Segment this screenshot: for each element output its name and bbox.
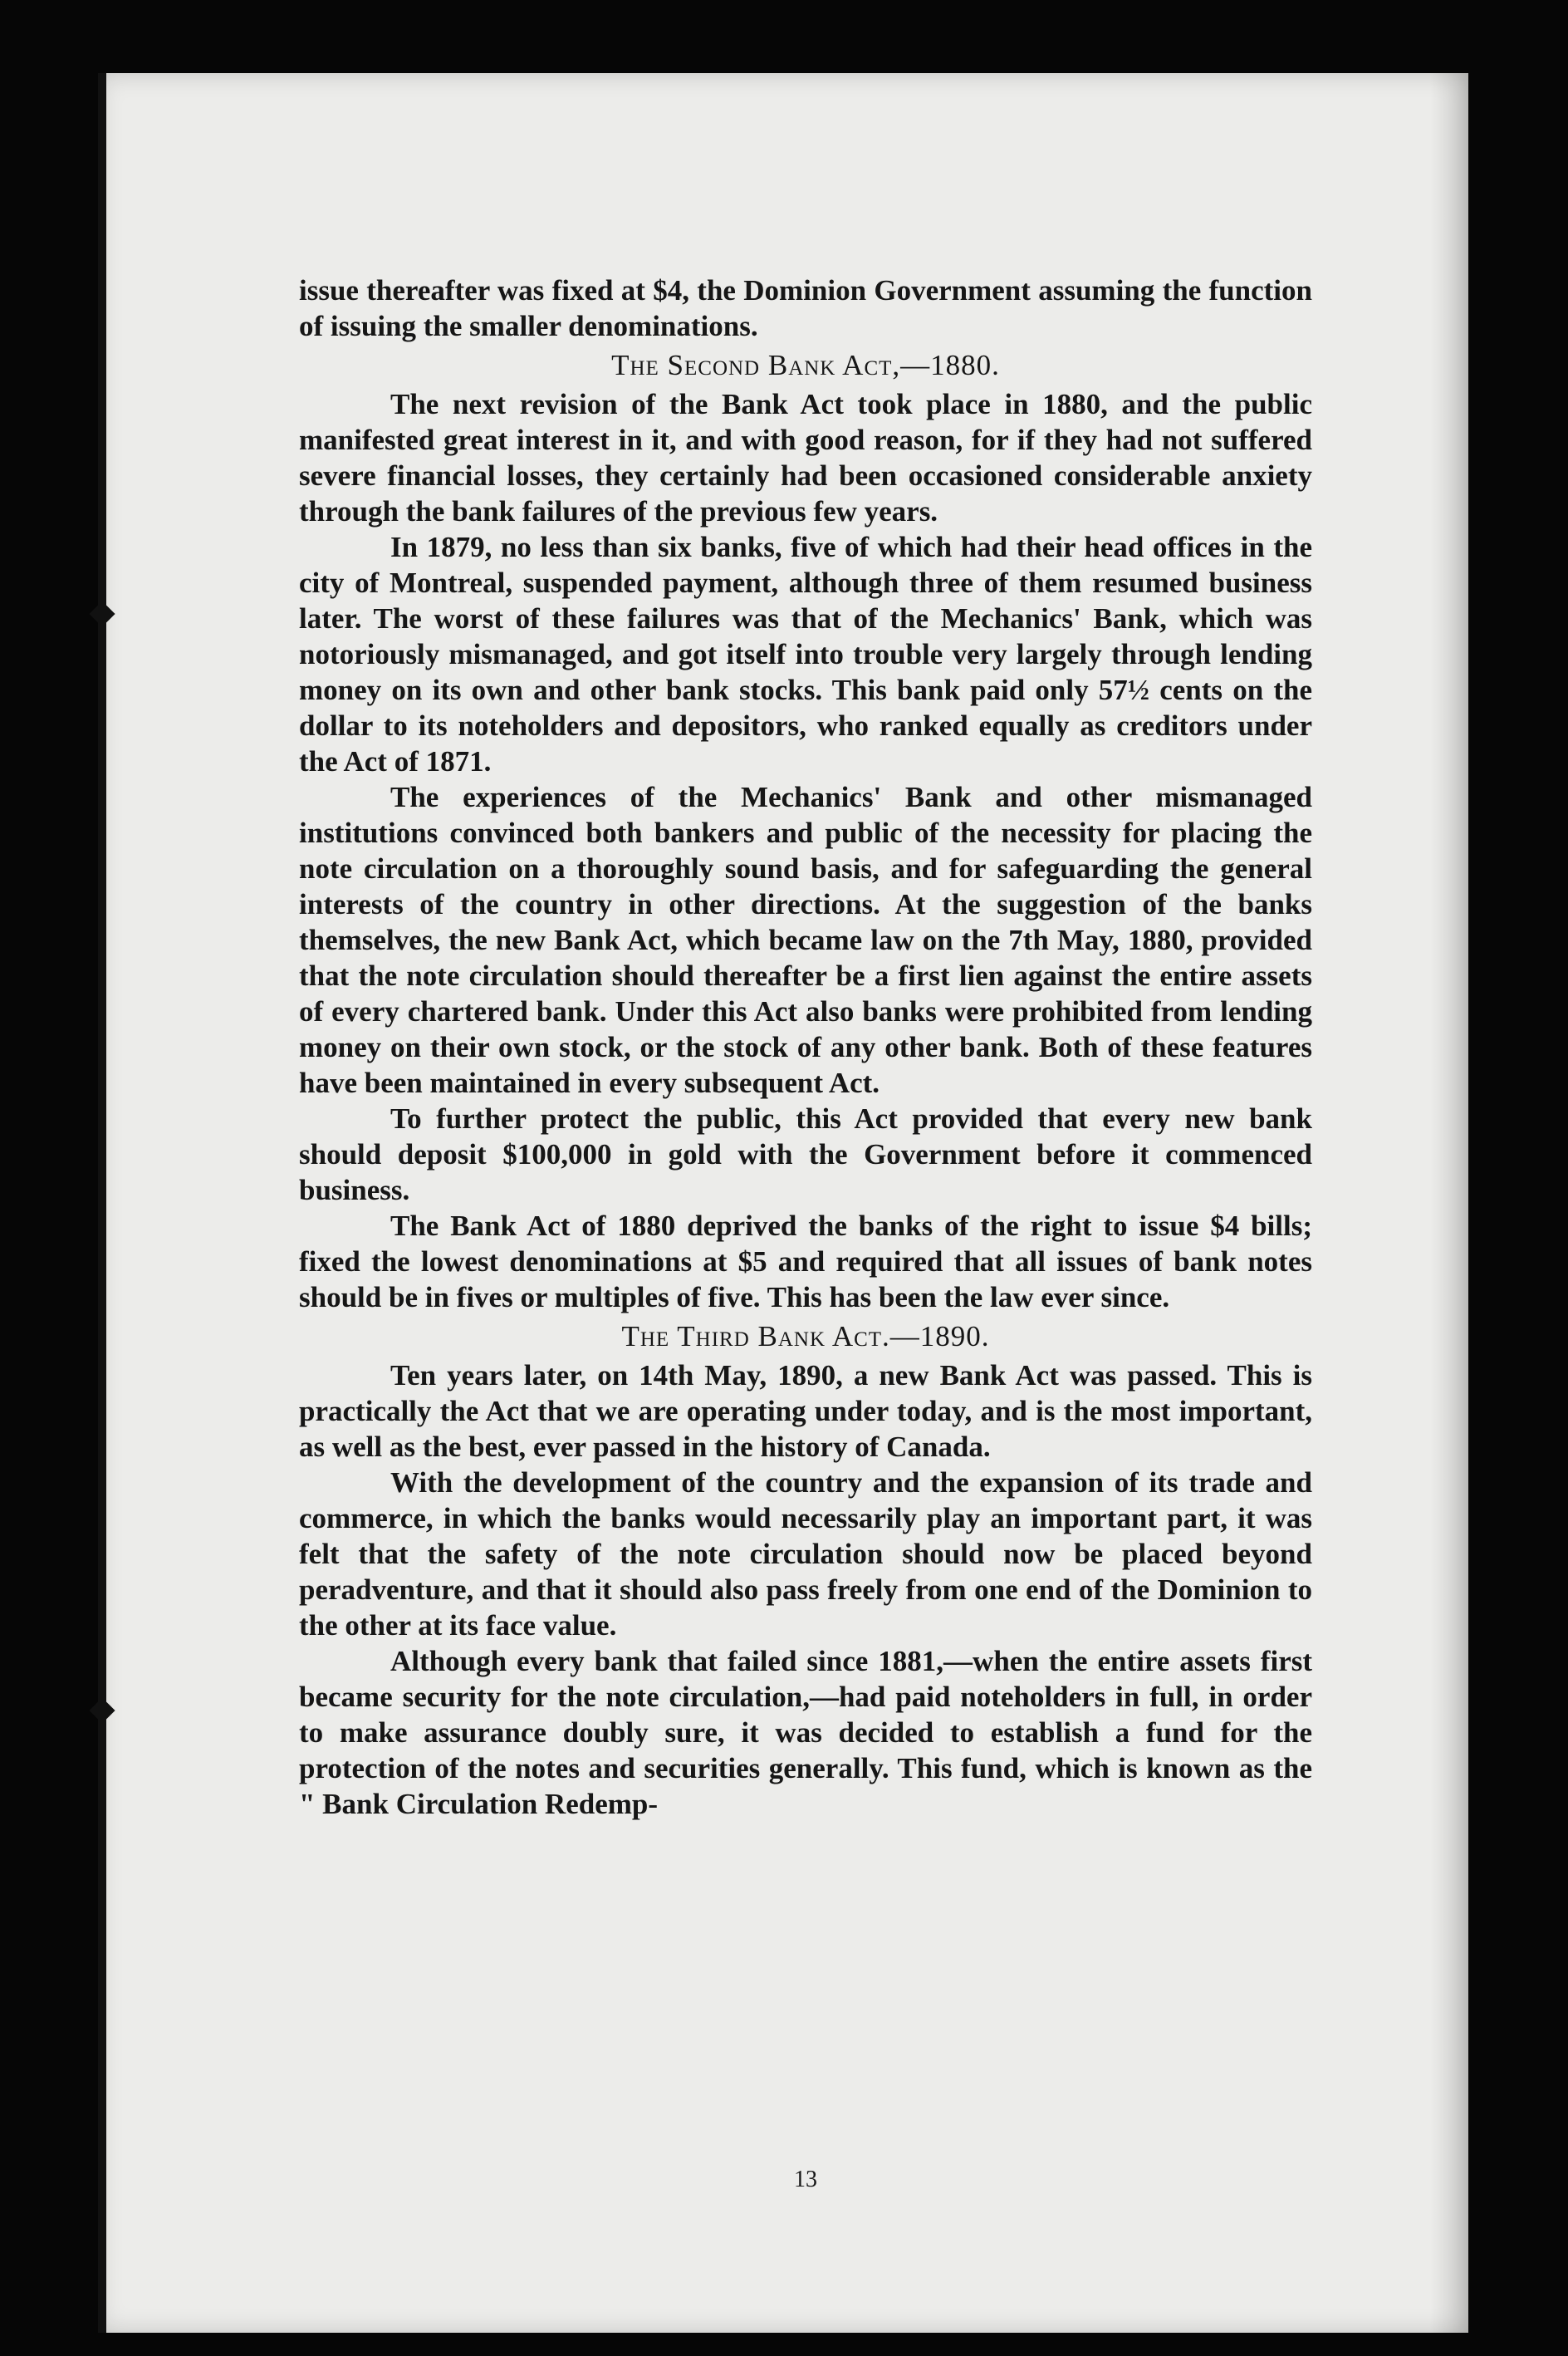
paragraph: Ten years later, on 14th May, 1890, a new Bank Act was passed. This is practically the Act that we are operating under today, and is the most important, as well as the best, ever passed in the history of Canada. [299,1359,1312,1463]
section-heading-third-bank-act: The Third Bank Act.—1890. [621,1320,990,1352]
binding-mark [89,1697,115,1723]
paragraph: The experiences of the Mechanics' Bank and other mismanaged institutions convinced both bankers and public of the necessity for placing the note circulation on a thoroughly sound basis, and for safeguarding the general interests of the country in other directions. At the suggestion of the banks themselves, the new Bank Act, which became law on the 7th May, 1880, provided that the note circulation should thereafter be a first lien against the entire assets of every chartered bank. Under this Act also banks were prohibited from lending money on their own stock, or the stock of any other bank. Both of these features have been maintained in every subsequent Act. [299,781,1312,1099]
paragraph: The Bank Act of 1880 deprived the banks of the right to issue $4 bills; fixed the lowest denominations at $5 and required that all issues of bank notes should be in fives or multiples of five. This has been the law ever since. [299,1210,1312,1313]
scanned-page [98,73,1468,2333]
binding-spine [98,73,106,2333]
paragraph: With the development of the country and the expansion of its trade and commerce, in which the banks would necessarily play an important part, it was felt that the safety of the note circulation should now be placed beyond peradventure, and that it should also pass freely from one end of the Dominion to the other at its face value. [299,1466,1312,1642]
paragraph: To further protect the public, this Act provided that every new bank should deposit $100,000 in gold with the Government before it commenced business. [299,1102,1312,1206]
page-content [299,272,1312,2192]
section-heading-second-bank-act: The Second Bank Act,—1880. [611,349,1000,381]
binding-mark [89,601,115,626]
paragraph: issue thereafter was fixed at $4, the Dominion Government assuming the function of issuing the smaller denominations. [299,274,1312,342]
paragraph: The next revision of the Bank Act took place in 1880, and the public manifested great interest in it, and with good reason, for if they had not suffered severe financial losses, they certainly had been occasioned considerable anxiety through the bank failures of the previous few years. [299,388,1312,528]
paragraph: In 1879, no less than six banks, five of which had their head offices in the city of Montreal, suspended payment, although three of them resumed business later. The worst of these failures was that of the Mechanics' Bank, which was notoriously mismanaged, and got itself into trouble very largely through lending money on its own and other bank stocks. This bank paid only 57½ cents on the dollar to its noteholders and depositors, who ranked equally as creditors under the Act of 1871. [299,531,1312,778]
page-edge-shadow [1430,73,1468,2333]
paragraph: Although every bank that failed since 1881,—when the entire assets first became security for the note circulation,—had paid noteholders in full, in order to make assurance doubly sure, it was decided to establish a fund for the protection of the notes and securities generally. This fund, which is known as the " Bank Circulation Redemp- [299,1645,1312,1820]
page-number: 13 [794,2167,817,2192]
